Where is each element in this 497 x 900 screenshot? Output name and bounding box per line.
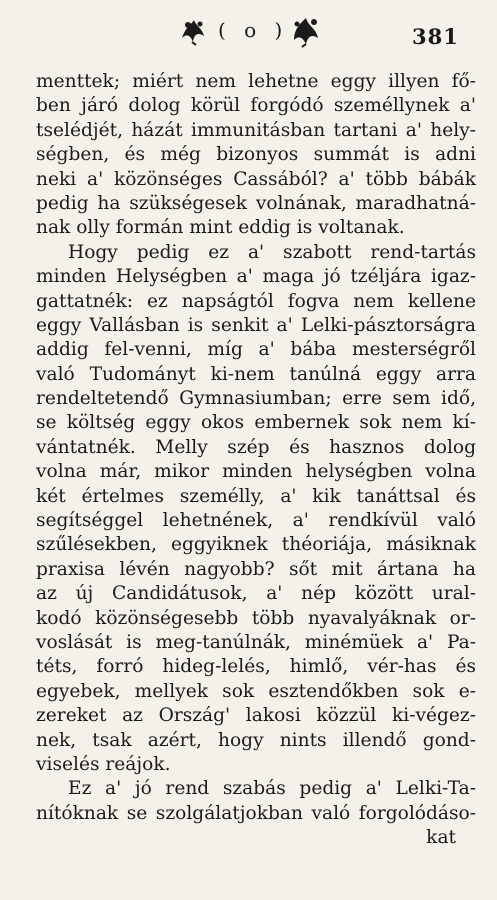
flower-ornament-icon [288, 16, 322, 48]
text-line: téts, forró hideg-lelés, himlő, vér-has és [36, 656, 476, 678]
text-line: minden Helységben a' maga jó tzéljára igaz- [36, 266, 476, 288]
page-number: 381 [412, 24, 459, 49]
text-line: az új Candidátusok, a' nép között ural- [36, 583, 476, 605]
text-line: menttek; miért nem lehetne eggy illyen fő- [36, 71, 476, 92]
text-line: ségben, és még bizonyos summát is adni [36, 144, 476, 166]
text-line: volna már, mikor minden helységben volna [36, 461, 476, 483]
text-line: voslását is meg-tanúlnák, minémüek a' Pa- [36, 631, 476, 653]
text-line: kat [426, 827, 456, 849]
text-line: gattatnék: ez napságtól fogva nem kellene [36, 290, 476, 312]
text-line: ben járó dolog körül forgódó személlynek a' [36, 95, 476, 117]
text-line: vántatnék. Melly szép és hasznos dolog [36, 436, 476, 458]
text-line: Ez a' jó rend szabás pedig a' Lelki-Ta- [68, 778, 476, 800]
text-line: viselés reájok. [36, 753, 171, 775]
text-line: Hogy pedig ez a' szabott rend-tartás [68, 241, 476, 263]
text-line: nítóknak se szolgálatjokban való forgolódáso- [36, 802, 476, 824]
text-line: egyebek, mellyek sok esztendőkben sok e- [36, 680, 476, 702]
text-line: kodó közönségesebb több nyavalyáknak or- [36, 607, 476, 629]
text-line: rendeltetendő Gymnasiumban; erre sem idő, [36, 388, 476, 410]
text-line: szűlésekben, eggyiknek théoriája, másiknak [36, 534, 476, 556]
text-line: való Tudományt ki-nem tanúlná eggy arra [36, 363, 476, 385]
text-line: neki a' közönséges Cassából? a' több bábák [36, 168, 476, 190]
body-text [36, 70, 476, 851]
text-line: praxisa lévén nagyobb? sőt mit ártana ha [36, 558, 476, 580]
text-line: se költség eggy okos embernek sok nem kí- [36, 412, 476, 434]
folio-mark: ( o ) [218, 18, 289, 42]
text-line: pedig ha szükségesek volnának, maradhatná- [36, 192, 476, 214]
text-line: nek, tsak azért, hogy nints illendő gond- [36, 729, 476, 751]
text-line: nak olly formán mint eddig is voltanak. [36, 217, 405, 239]
text-line: tselédjét, házát immunitásban tartani a' hely- [36, 119, 476, 141]
text-line: zereket az Ország' lakosi közzül ki-végez- [36, 705, 476, 727]
page-header [0, 14, 497, 54]
text-line: addig fel-venni, míg a' bába mesterségről [36, 339, 476, 361]
text-line: eggy Vallásban is senkit a' Lelki-pásztorságra [36, 314, 476, 336]
text-line: segítséggel lehetnének, a' rendkívül való [36, 510, 476, 532]
flower-ornament-icon [178, 16, 208, 46]
text-line: két értelmes személly, a' kik tanáttsal és [36, 485, 476, 507]
